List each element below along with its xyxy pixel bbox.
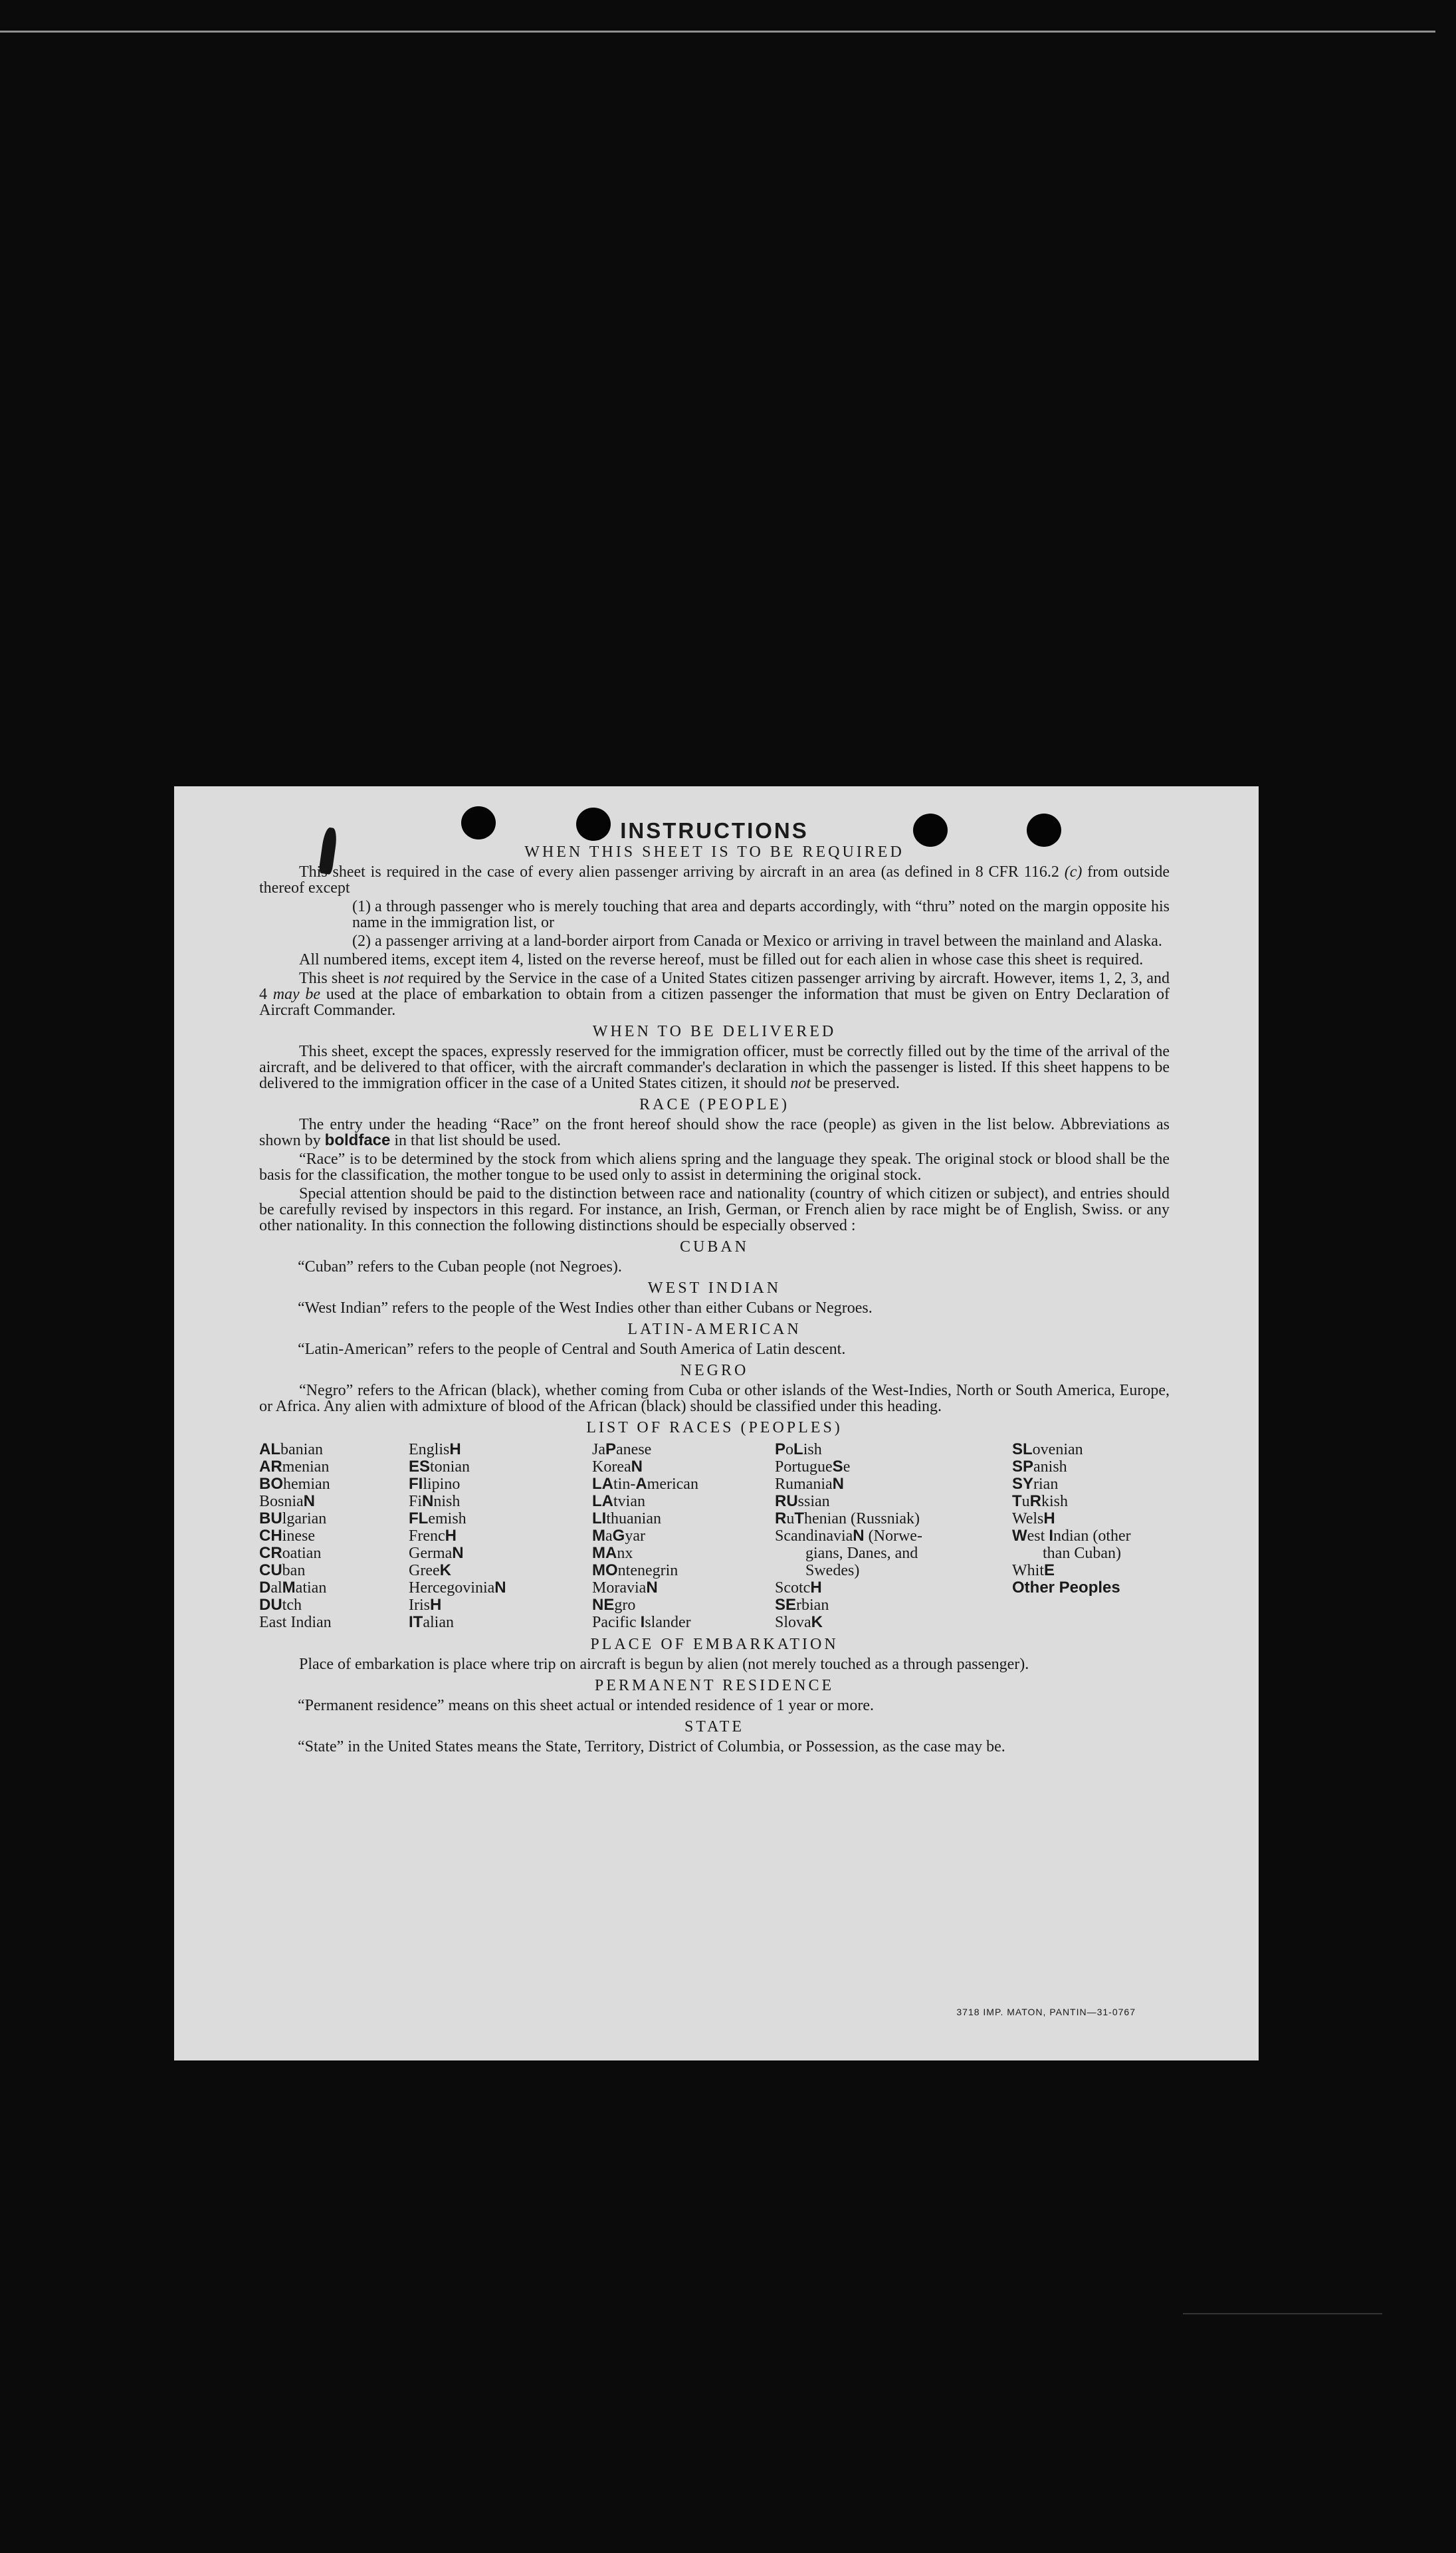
section-heading: WHEN THIS SHEET IS TO BE REQUIRED xyxy=(524,843,904,861)
race-entry xyxy=(1012,1458,1165,1476)
race-text: lgarian xyxy=(282,1510,327,1527)
race-abbreviation: M xyxy=(592,1527,605,1545)
race-text: Iris xyxy=(409,1597,430,1614)
race-text: lipino xyxy=(423,1476,461,1493)
race-text: tvian xyxy=(613,1493,645,1510)
race-text: tonian xyxy=(430,1458,470,1476)
race-entry xyxy=(592,1545,775,1562)
race-abbreviation: N xyxy=(832,1475,844,1493)
race-abbreviation: LA xyxy=(592,1475,613,1493)
race-entry xyxy=(775,1527,1012,1545)
race-abbreviation: T xyxy=(1012,1492,1022,1510)
race-list-column xyxy=(409,1441,592,1631)
race-abbreviation: MO xyxy=(592,1561,618,1579)
definition: “Negro” refers to the African (black), whether coming from Cuba or other islands of the West-Indies, North or South America, Europe, or Africa. Any alien with admixture of blood of the African (black) should be classified under this heading. xyxy=(259,1382,1170,1415)
race-entry xyxy=(259,1458,409,1476)
race-entry xyxy=(1012,1476,1165,1493)
race-abbreviation: LI xyxy=(592,1509,607,1527)
race-entry xyxy=(409,1476,592,1493)
race-abbreviation: L xyxy=(793,1440,803,1458)
race-entry xyxy=(592,1597,775,1614)
race-entry xyxy=(1012,1562,1165,1579)
race-abbreviation: IT xyxy=(409,1613,423,1631)
race-abbreviation: K xyxy=(811,1613,823,1631)
race-text: thuanian xyxy=(606,1510,661,1527)
race-entry xyxy=(775,1476,1012,1493)
race-abbreviation: N xyxy=(422,1492,434,1510)
race-text: ban xyxy=(282,1562,306,1579)
race-entry xyxy=(259,1493,409,1510)
paragraph: This sheet is not required by the Service in the case of a United States citizen passenger arriving by aircraft. However, items 1, 2, 3, and 4 may be used at the place of embarkation to obtain from a citizen passenger the information that must be given on Entry Declaration of Aircraft Commander. xyxy=(259,970,1170,1019)
race-abbreviation: CU xyxy=(259,1561,282,1579)
race-abbreviation: BU xyxy=(259,1509,282,1527)
race-text: yar xyxy=(625,1527,645,1545)
race-text: ndian (other xyxy=(1053,1527,1131,1545)
race-text: Portugue xyxy=(775,1458,833,1476)
paragraph: Special attention should be paid to the distinction between race and nationality (country of which citizen or subject), and entries should be carefully revised by inspectors in this regard. For instance, an Irish, German, or French alien by race might be of English, Swiss. or any other nationality. In this connection the following distinctions should be especially observed : xyxy=(259,1185,1170,1234)
race-text: kish xyxy=(1041,1493,1069,1510)
section-heading: PLACE OF EMBARKATION xyxy=(590,1636,839,1653)
race-list xyxy=(259,1441,1170,1631)
race-abbreviation: S xyxy=(832,1458,843,1476)
race-entry xyxy=(409,1579,592,1597)
race-text: e xyxy=(843,1458,851,1476)
race-abbreviation: ES xyxy=(409,1458,431,1476)
race-entry xyxy=(775,1597,1012,1614)
race-text: Bosnia xyxy=(259,1493,304,1510)
paragraph: All numbered items, except item 4, listed on the reverse hereof, must be filled out for each alien in whose case this sheet is required. xyxy=(299,951,1144,968)
race-abbreviation: K xyxy=(439,1561,451,1579)
race-text: a xyxy=(605,1527,613,1545)
race-abbreviation: SE xyxy=(775,1596,797,1614)
race-abbreviation: H xyxy=(810,1579,822,1597)
race-entry xyxy=(409,1441,592,1458)
race-abbreviation: Other Peoples xyxy=(1012,1579,1120,1597)
section-heading: CUBAN xyxy=(679,1238,749,1256)
race-text: banian xyxy=(280,1441,323,1458)
race-text: Scandinavia xyxy=(775,1527,853,1545)
scan-artifact-line xyxy=(1183,2313,1382,2314)
race-text: rbian xyxy=(796,1597,829,1614)
race-entry xyxy=(775,1493,1012,1510)
race-text: u xyxy=(786,1510,795,1527)
race-abbreviation: M xyxy=(282,1579,296,1597)
race-text: East Indian xyxy=(259,1614,332,1631)
race-abbreviation: DU xyxy=(259,1596,282,1614)
race-text: gro xyxy=(614,1597,636,1614)
race-entry xyxy=(1012,1441,1165,1458)
exception-item: (2) a passenger arriving at a land-border airport from Canada or Mexico or arriving in travel between the mainland and Alaska. xyxy=(352,933,1162,950)
race-entry xyxy=(592,1476,775,1493)
race-entry xyxy=(409,1458,592,1476)
definition: “West Indian” refers to the people of the West Indies other than either Cubans or Negroes. xyxy=(298,1299,873,1317)
race-text: ssian xyxy=(797,1493,830,1510)
race-abbreviation: LA xyxy=(592,1492,613,1510)
race-text: merican xyxy=(647,1476,698,1493)
race-entry xyxy=(259,1579,409,1597)
paragraph: The entry under the heading “Race” on the front hereof should show the race (people) as given in the list below. Abbreviations as shown by boldface in that list should be used. xyxy=(259,1116,1170,1149)
race-abbreviation: N xyxy=(853,1527,865,1545)
race-abbreviation: MA xyxy=(592,1544,617,1562)
race-entry xyxy=(1012,1527,1165,1545)
paragraph: This sheet, except the spaces, expressly reserved for the immigration officer, must be correctly filled out by the time of the arrival of the aircraft, and be delivered to that officer, with the aircraft commander's declaration in which the passenger is listed. If this sheet happens to be delivered to the immigration officer in the case of a United States citizen, it should not be preserved. xyxy=(259,1043,1170,1092)
race-abbreviation: I xyxy=(640,1613,645,1631)
paragraph: “Race” is to be determined by the stock from which aliens spring and the language they speak. The original stock or blood shall be the basis for the classification, the mother tongue to be used only to assist in determining the original stock. xyxy=(259,1151,1170,1184)
race-entry xyxy=(592,1562,775,1579)
race-abbreviation: N xyxy=(631,1458,643,1476)
definition: “Latin-American” refers to the people of Central and South America of Latin descent. xyxy=(298,1341,846,1358)
race-abbreviation: CH xyxy=(259,1527,282,1545)
definition: Place of embarkation is place where trip on aircraft is begun by alien (not merely touched as a through passenger). xyxy=(299,1656,1029,1673)
race-list-heading: LIST OF RACES (PEOPLES) xyxy=(586,1419,843,1436)
race-abbreviation: FI xyxy=(409,1475,423,1493)
race-entry xyxy=(259,1527,409,1545)
race-text: Englis xyxy=(409,1441,450,1458)
race-abbreviation: H xyxy=(430,1596,442,1614)
definition: “Permanent residence” means on this sheet actual or intended residence of 1 year or more. xyxy=(298,1697,874,1714)
race-text: o xyxy=(785,1441,794,1458)
race-abbreviation: AR xyxy=(259,1458,282,1476)
document-body xyxy=(259,818,1170,1757)
race-entry xyxy=(1012,1545,1165,1562)
race-text: gians, Danes, and xyxy=(805,1545,918,1562)
printer-code: 3718 IMP. MATON, PANTIN—31-0767 xyxy=(956,2007,1136,2017)
section-heading: NEGRO xyxy=(680,1362,749,1379)
race-entry xyxy=(259,1545,409,1562)
race-entry xyxy=(775,1458,1012,1476)
race-abbreviation: A xyxy=(635,1475,647,1493)
race-text: alian xyxy=(423,1614,454,1631)
race-text: rian xyxy=(1033,1476,1059,1493)
race-text: Korea xyxy=(592,1458,631,1476)
race-text: Scotc xyxy=(775,1579,811,1597)
race-abbreviation: T xyxy=(794,1509,805,1527)
race-entry xyxy=(409,1510,592,1527)
definition: “Cuban” refers to the Cuban people (not Negroes). xyxy=(298,1258,622,1276)
race-entry xyxy=(592,1527,775,1545)
race-entry xyxy=(259,1510,409,1527)
section-heading: WEST INDIAN xyxy=(647,1279,781,1297)
race-entry xyxy=(259,1597,409,1614)
race-abbreviation: NE xyxy=(592,1596,615,1614)
race-text: hemian xyxy=(283,1476,330,1493)
race-abbreviation: RU xyxy=(775,1492,798,1510)
section-heading: RACE (PEOPLE) xyxy=(639,1096,789,1113)
race-text: than Cuban) xyxy=(1043,1545,1121,1562)
race-text: al xyxy=(270,1579,282,1597)
race-text: Wels xyxy=(1012,1510,1044,1527)
race-text: Rumania xyxy=(775,1476,833,1493)
section-heading: LATIN-AMERICAN xyxy=(627,1321,801,1338)
instructions-sheet xyxy=(174,786,1259,2060)
race-entry xyxy=(259,1562,409,1579)
exception-item: (1) a through passenger who is merely touching that area and departs accordingly, with “thru” noted on the margin opposite his name in the immigration list, or xyxy=(352,898,1170,931)
race-text: ovenian xyxy=(1032,1441,1083,1458)
race-abbreviation: W xyxy=(1012,1527,1027,1545)
race-entry xyxy=(259,1614,409,1631)
race-text: Ja xyxy=(592,1441,605,1458)
race-entry xyxy=(775,1441,1012,1458)
race-abbreviation: FL xyxy=(409,1509,429,1527)
race-text: anese xyxy=(616,1441,652,1458)
race-abbreviation: P xyxy=(775,1440,786,1458)
race-abbreviation: N xyxy=(494,1579,506,1597)
race-text: tin- xyxy=(613,1476,636,1493)
race-list-column xyxy=(592,1441,775,1631)
race-entry xyxy=(1012,1493,1165,1510)
race-entry xyxy=(1012,1579,1165,1597)
race-entry xyxy=(775,1562,1012,1579)
race-entry xyxy=(409,1527,592,1545)
race-text: Moravia xyxy=(592,1579,647,1597)
race-text: u xyxy=(1021,1493,1030,1510)
race-entry xyxy=(409,1614,592,1631)
race-abbreviation: R xyxy=(1029,1492,1042,1510)
race-abbreviation: H xyxy=(1043,1509,1055,1527)
race-list-column xyxy=(1012,1441,1165,1631)
race-entry xyxy=(592,1579,775,1597)
document-title: INSTRUCTIONS xyxy=(620,818,809,843)
race-entry xyxy=(775,1614,1012,1631)
definition: “State” in the United States means the State, Territory, District of Columbia, or Possession, as the case may be. xyxy=(298,1738,1005,1755)
race-text: atian xyxy=(295,1579,327,1597)
paragraph: This sheet is required in the case of every alien passenger arriving by aircraft in an area (as defined in 8 CFR 116.2 (c) from outside thereof except xyxy=(259,863,1170,897)
section-heading: WHEN TO BE DELIVERED xyxy=(592,1023,837,1040)
race-entry xyxy=(775,1510,1012,1527)
race-entry xyxy=(259,1476,409,1493)
race-text: Fi xyxy=(409,1493,423,1510)
section-heading: STATE xyxy=(684,1718,745,1735)
race-abbreviation: N xyxy=(303,1492,316,1510)
race-abbreviation: SY xyxy=(1012,1475,1034,1493)
race-abbreviation: AL xyxy=(259,1440,280,1458)
race-text: Slova xyxy=(775,1614,811,1631)
race-abbreviation: BO xyxy=(259,1475,283,1493)
race-entry xyxy=(775,1579,1012,1597)
race-entry xyxy=(592,1458,775,1476)
race-abbreviation: E xyxy=(1044,1561,1055,1579)
race-text: anish xyxy=(1033,1458,1067,1476)
race-abbreviation: N xyxy=(452,1544,464,1562)
race-text: ish xyxy=(803,1441,822,1458)
race-abbreviation: SL xyxy=(1012,1440,1033,1458)
race-abbreviation: N xyxy=(646,1579,658,1597)
section-heading: PERMANENT RESIDENCE xyxy=(594,1677,835,1694)
race-text: inese xyxy=(282,1527,315,1545)
race-text: henian (Russniak) xyxy=(804,1510,920,1527)
race-abbreviation: D xyxy=(259,1579,271,1597)
race-text: Swedes) xyxy=(805,1562,860,1579)
race-list-column xyxy=(775,1441,1012,1631)
race-abbreviation: I xyxy=(1049,1527,1053,1545)
scan-border-line xyxy=(0,31,1435,33)
race-text: nish xyxy=(433,1493,461,1510)
race-text: slander xyxy=(645,1614,691,1631)
race-text: Germa xyxy=(409,1545,453,1562)
race-abbreviation: H xyxy=(445,1527,457,1545)
race-entry xyxy=(1012,1510,1165,1527)
race-text: est xyxy=(1027,1527,1049,1545)
race-entry xyxy=(409,1545,592,1562)
race-entry xyxy=(592,1614,775,1631)
race-abbreviation: CR xyxy=(259,1544,282,1562)
race-entry xyxy=(409,1597,592,1614)
race-abbreviation: H xyxy=(449,1440,461,1458)
race-entry xyxy=(409,1562,592,1579)
race-text: emish xyxy=(428,1510,467,1527)
race-text: oatian xyxy=(282,1545,322,1562)
race-text: menian xyxy=(282,1458,330,1476)
race-text: tch xyxy=(282,1597,302,1614)
race-text: Whit xyxy=(1012,1562,1044,1579)
race-entry xyxy=(592,1441,775,1458)
race-text: (Norwe- xyxy=(864,1527,922,1545)
race-text: nx xyxy=(617,1545,633,1562)
race-entry xyxy=(775,1545,1012,1562)
race-entry xyxy=(592,1493,775,1510)
race-entry xyxy=(409,1493,592,1510)
race-entry xyxy=(592,1510,775,1527)
race-entry xyxy=(259,1441,409,1458)
race-abbreviation: G xyxy=(612,1527,625,1545)
race-abbreviation: P xyxy=(605,1440,617,1458)
race-abbreviation: SP xyxy=(1012,1458,1034,1476)
race-text: Gree xyxy=(409,1562,440,1579)
race-text: Pacific xyxy=(592,1614,641,1631)
race-list-column xyxy=(259,1441,409,1631)
race-abbreviation: R xyxy=(775,1509,787,1527)
race-text: ntenegrin xyxy=(617,1562,678,1579)
race-text: Frenc xyxy=(409,1527,445,1545)
race-text: Hercegovinia xyxy=(409,1579,495,1597)
